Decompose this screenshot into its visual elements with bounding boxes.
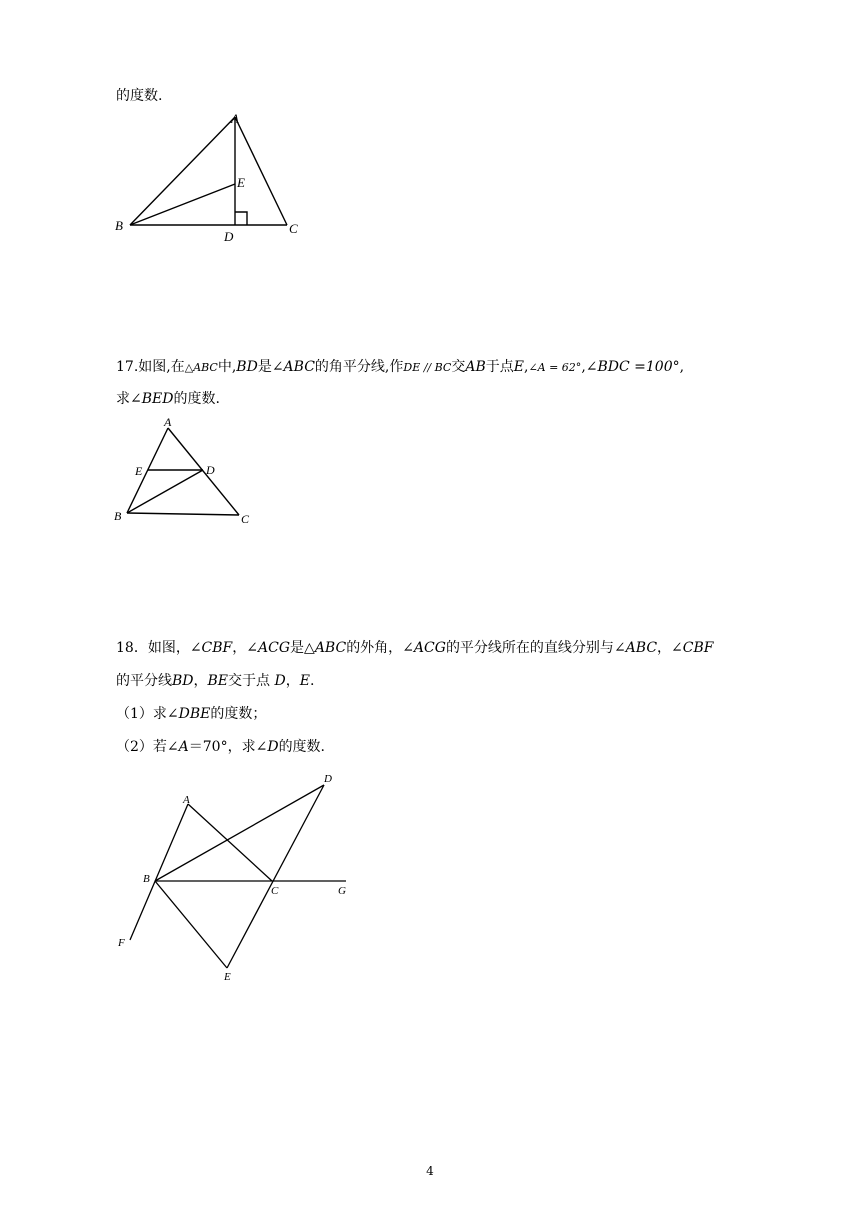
label-D: D: [324, 773, 332, 785]
q18-text: （1）求: [116, 706, 167, 722]
q18-text: 是△: [290, 640, 315, 656]
figure-17-triangle: [110, 412, 270, 530]
q17-text: 交: [451, 359, 466, 375]
q18-bd: BD: [172, 673, 194, 689]
q18-sep: ，: [232, 640, 247, 656]
q18-text: .: [309, 673, 315, 689]
q17-ab: AB: [465, 359, 486, 375]
label-C: C: [289, 221, 298, 236]
q18-sep: ，: [657, 640, 672, 656]
q17-angle-abc: ∠ABC: [271, 359, 315, 375]
segment-FA: [130, 804, 188, 940]
segment-AC: [168, 428, 239, 515]
q18-text: 交于点: [228, 673, 275, 689]
q18-angle-a: ∠A: [166, 739, 189, 755]
q18-text: 的外角，: [346, 640, 403, 656]
q18-text: ＝70°，求: [188, 739, 256, 755]
q18-line-1: [116, 638, 714, 658]
label-A: A: [164, 415, 172, 429]
q17-angle-a: ∠A = 62°: [528, 361, 582, 374]
q17-point-e: E: [513, 359, 524, 375]
label-A: A: [183, 794, 190, 806]
segment-AC: [235, 117, 287, 225]
label-C: C: [271, 885, 279, 897]
segment-BE: [130, 184, 235, 225]
q17-text: 是: [257, 359, 272, 375]
q18-text: 的度数；: [210, 706, 267, 722]
segment-BA: [130, 117, 235, 225]
q18-angle-cbf: ∠CBF: [189, 640, 233, 656]
q17-line-1: [116, 357, 684, 378]
q17-text: 如图,在: [138, 359, 185, 375]
q18-text: 的度数.: [278, 739, 326, 755]
segment-BC: [127, 513, 239, 515]
q18-point-d: D: [274, 673, 286, 689]
label-D: D: [206, 463, 215, 477]
label-E: E: [237, 175, 245, 190]
q18-sep: ，: [193, 673, 208, 689]
q18-sub-2: [116, 737, 325, 757]
q18-angle-abc: ∠ABC: [613, 640, 658, 656]
q18-sub-1: [116, 704, 266, 724]
q18-text: 的平分线: [116, 673, 172, 689]
q18-angle-d: ∠D: [255, 739, 279, 755]
q18-text: （2）若: [116, 739, 167, 755]
q17-text: 求: [116, 391, 130, 407]
label-E: E: [135, 464, 143, 478]
q18-angle-dbe: ∠DBE: [166, 706, 211, 722]
triangle-symbol: △: [184, 361, 194, 374]
q17-text: 于点: [485, 359, 514, 375]
segment-BE: [155, 881, 227, 968]
segment-AC: [188, 804, 272, 881]
q17-text: 中,: [217, 359, 237, 375]
label-D: D: [224, 229, 234, 244]
q17-line-2: [116, 389, 220, 409]
label-B: B: [114, 509, 122, 523]
q18-be: BE: [207, 673, 229, 689]
q17-number: 17.: [116, 359, 139, 375]
label-B: B: [115, 218, 123, 233]
q17-comma: ,: [523, 359, 529, 375]
q17-comma: ,: [679, 359, 685, 375]
label-B: B: [143, 873, 150, 885]
q17-text: 的角平分线,作: [314, 359, 404, 375]
page-number: 4: [426, 1164, 434, 1178]
q18-line-2: [116, 671, 314, 691]
figure-16-triangle: [110, 108, 310, 248]
label-E: E: [224, 971, 231, 983]
figure-18-exterior-angle: [110, 768, 370, 988]
q18-abc: ABC: [314, 640, 347, 656]
right-angle-mark: [235, 212, 247, 225]
q18-point-e: E: [299, 673, 310, 689]
label-G: G: [338, 885, 346, 897]
q16-tail-text: [116, 86, 162, 106]
q17-comma: ,: [581, 359, 586, 375]
label-C: C: [241, 512, 250, 526]
q18-angle-cbf: ∠CBF: [671, 640, 714, 656]
q17-bd: BD: [236, 359, 258, 375]
q18-text: 的平分线所在的直线分别与: [445, 640, 614, 656]
q18-sep: ，: [285, 673, 300, 689]
q18-text: 18．如图，: [116, 640, 190, 656]
label-F: F: [118, 937, 125, 949]
q17-text: 的度数.: [173, 391, 220, 407]
q17-abc: ABC: [193, 361, 218, 374]
q18-angle-acg: ∠ACG: [402, 640, 446, 656]
q17-de-parallel-bc: DE // BC: [403, 361, 452, 374]
label-A: A: [231, 111, 239, 126]
q18-angle-acg: ∠ACG: [246, 640, 291, 656]
q17-angle-bdc: ∠BDC =100°: [585, 359, 680, 375]
q16-tail-label: 的度数.: [116, 88, 163, 104]
q17-angle-bed: ∠BED: [130, 391, 174, 407]
